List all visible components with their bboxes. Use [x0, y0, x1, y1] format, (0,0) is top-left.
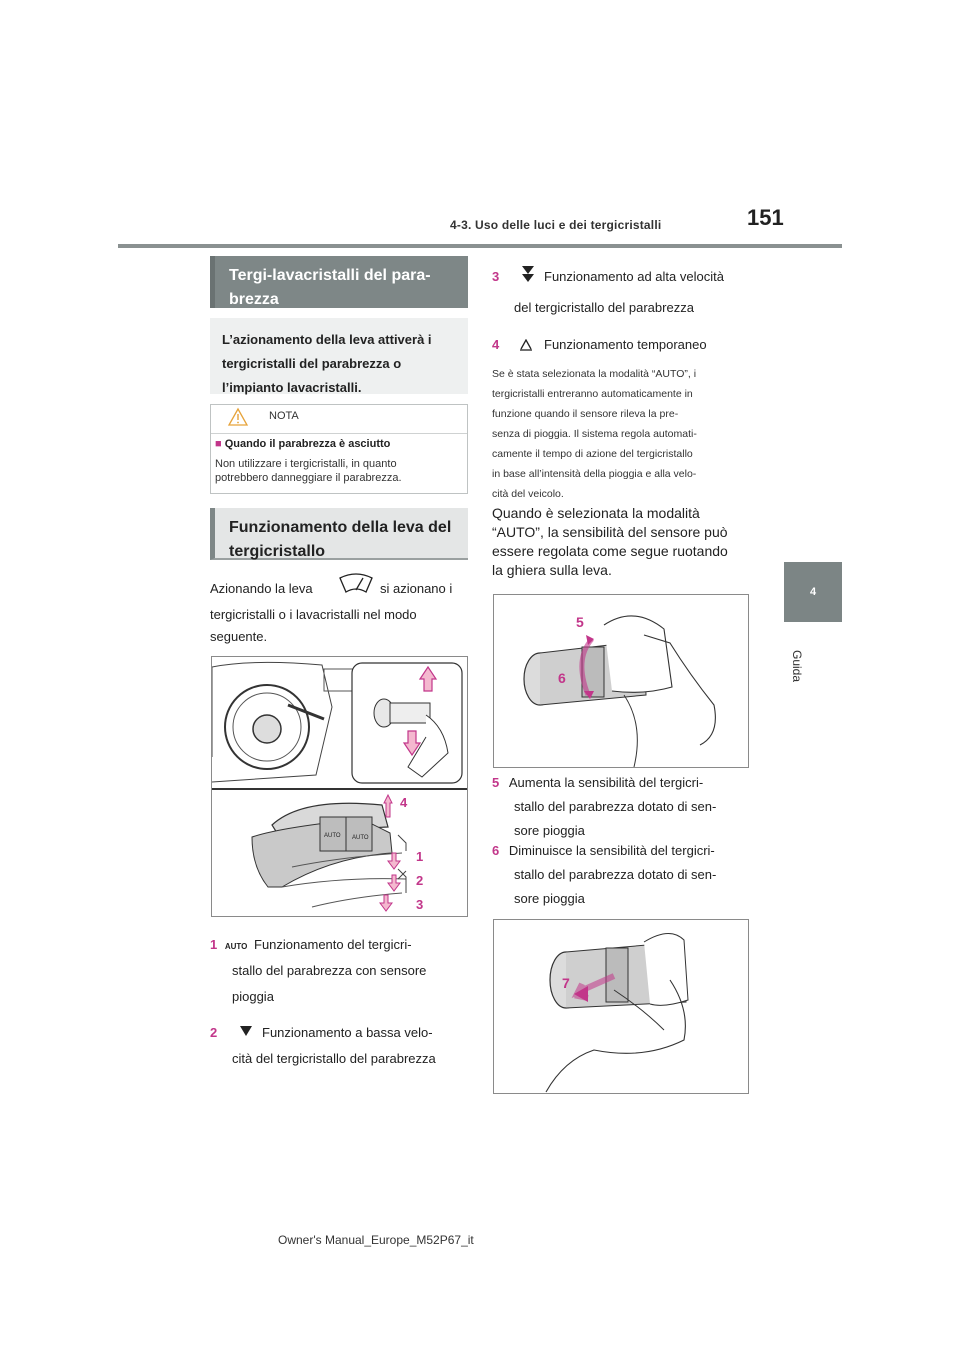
list-item	[210, 1022, 470, 1070]
sensitivity-paragraph	[492, 504, 754, 580]
item-text: cità del tergicristallo del parabrezza	[232, 1051, 436, 1066]
high-speed-icon	[522, 266, 534, 284]
note-line: Se è stata selezionata la modalità “AUTO”, i	[492, 368, 697, 380]
item-text: Funzionamento del tergicri-	[254, 937, 412, 952]
mist-icon	[520, 339, 532, 351]
paragraph-text: “AUTO”, la sensibilità del sensore può	[492, 524, 728, 540]
section-title-line: brezza	[229, 291, 279, 308]
square-bullet-icon: ■	[215, 438, 222, 450]
section-title-line: Funzionamento della leva del	[229, 519, 452, 536]
paragraph-text: seguente.	[210, 629, 268, 644]
paragraph-text: la ghiera sulla leva.	[492, 562, 612, 578]
wiper-icon	[336, 572, 376, 598]
note-title: NOTA	[269, 410, 299, 422]
washer-diagram	[494, 920, 748, 1093]
note-line: funzione quando il sensore rileva la pre-	[492, 408, 679, 420]
note-line: tergicristalli entreranno automaticamente in	[492, 388, 693, 400]
lever-paragraph	[210, 578, 470, 648]
list-item	[210, 934, 470, 1012]
section-title-line: Tergi-lavacristalli del para-	[229, 267, 431, 284]
note-subheading	[215, 438, 390, 450]
item-number: 1	[210, 937, 218, 952]
auto-mark: AUTO	[324, 833, 341, 839]
chapter-name: Guida	[790, 650, 804, 683]
section-title-line: tergicristallo	[229, 543, 326, 560]
figure-label: 2	[416, 873, 424, 888]
item-number: 5	[492, 775, 500, 790]
figure-label: 3	[416, 897, 424, 912]
item-text: Funzionamento a bassa velo-	[262, 1025, 433, 1040]
item-text: pioggia	[232, 989, 274, 1004]
note-body-line: Non utilizzare i tergicristalli, in quanto	[215, 458, 397, 470]
warning-icon	[227, 407, 249, 427]
paragraph-text: Quando è selezionata la modalità	[492, 505, 700, 521]
list-item	[492, 334, 752, 358]
running-header: 4-3. Uso delle luci e dei tergicristalli	[450, 218, 662, 232]
item-text: sore pioggia	[514, 891, 585, 906]
item-text: del tergicristallo del parabrezza	[514, 300, 694, 315]
item-text: stallo del parabrezza con sensore	[232, 963, 427, 978]
item-text: stallo del parabrezza dotato di sen-	[514, 867, 717, 882]
auto-icon: AUTO	[224, 942, 248, 951]
page-number: 151	[747, 205, 784, 230]
note-body	[215, 457, 461, 485]
chapter-tab[interactable]: 4	[784, 562, 842, 622]
intro-line: l’impianto lavacristalli.	[222, 380, 362, 395]
note-line: senza di pioggia. Il sistema regola automati-	[492, 428, 697, 440]
item-number: 6	[492, 843, 500, 858]
paragraph-text: essere regolata come segue ruotando	[492, 543, 728, 559]
paragraph-text: Azionando la leva	[210, 581, 313, 596]
note-line: in base all’intensità della pioggia e alla velo-	[492, 468, 697, 480]
low-speed-icon	[240, 1026, 252, 1036]
note-line: cità del veicolo.	[492, 488, 564, 500]
item-text: Aumenta la sensibilità del tergicri-	[508, 775, 704, 790]
header-rule	[118, 244, 842, 248]
item-text: Funzionamento ad alta velocità	[544, 269, 724, 284]
figure-label: 4	[400, 795, 408, 810]
item-number: 2	[210, 1025, 218, 1040]
section-title-washer	[210, 256, 468, 308]
paragraph-text: tergicristalli o i lavacristalli nel modo	[210, 607, 417, 622]
lever-figure	[211, 656, 468, 917]
intro-box	[210, 318, 468, 394]
sensitivity-diagram	[494, 595, 748, 767]
item-number: 3	[492, 269, 500, 284]
note-box	[210, 404, 468, 494]
note-line: camente il tempo di azione del tergicristallo	[492, 448, 693, 460]
item-text: Funzionamento temporaneo	[544, 337, 707, 352]
item-number: 4	[492, 337, 500, 352]
list-item	[492, 772, 754, 844]
figure-label: 6	[558, 670, 566, 686]
footer-text: Owner's Manual_Europe_M52P67_it	[278, 1233, 474, 1247]
item-text: sore pioggia	[514, 823, 585, 838]
intro-line: tergicristalli del parabrezza o	[222, 356, 402, 371]
auto-mark: AUTO	[352, 835, 369, 841]
sensitivity-figure	[493, 594, 749, 768]
note-subheading-text: Quando il parabrezza è asciutto	[224, 438, 391, 450]
list-item	[492, 840, 754, 912]
figure-label: 1	[416, 849, 424, 864]
auto-note	[492, 364, 754, 504]
figure-label: 7	[562, 975, 570, 991]
intro-line: L’azionamento della leva attiverà i	[222, 332, 432, 347]
lever-diagram	[212, 657, 467, 916]
item-text: Diminuisce la sensibilità del tergicri-	[508, 843, 715, 858]
list-item	[492, 266, 752, 322]
figure-label: 5	[576, 614, 584, 630]
paragraph-text: si azionano i	[380, 581, 453, 596]
note-body-line: potrebbero danneggiare il parabrezza.	[215, 472, 402, 484]
item-text: stallo del parabrezza dotato di sen-	[514, 799, 717, 814]
section-title-lever	[210, 508, 468, 560]
note-header	[211, 405, 467, 434]
washer-figure	[493, 919, 749, 1094]
